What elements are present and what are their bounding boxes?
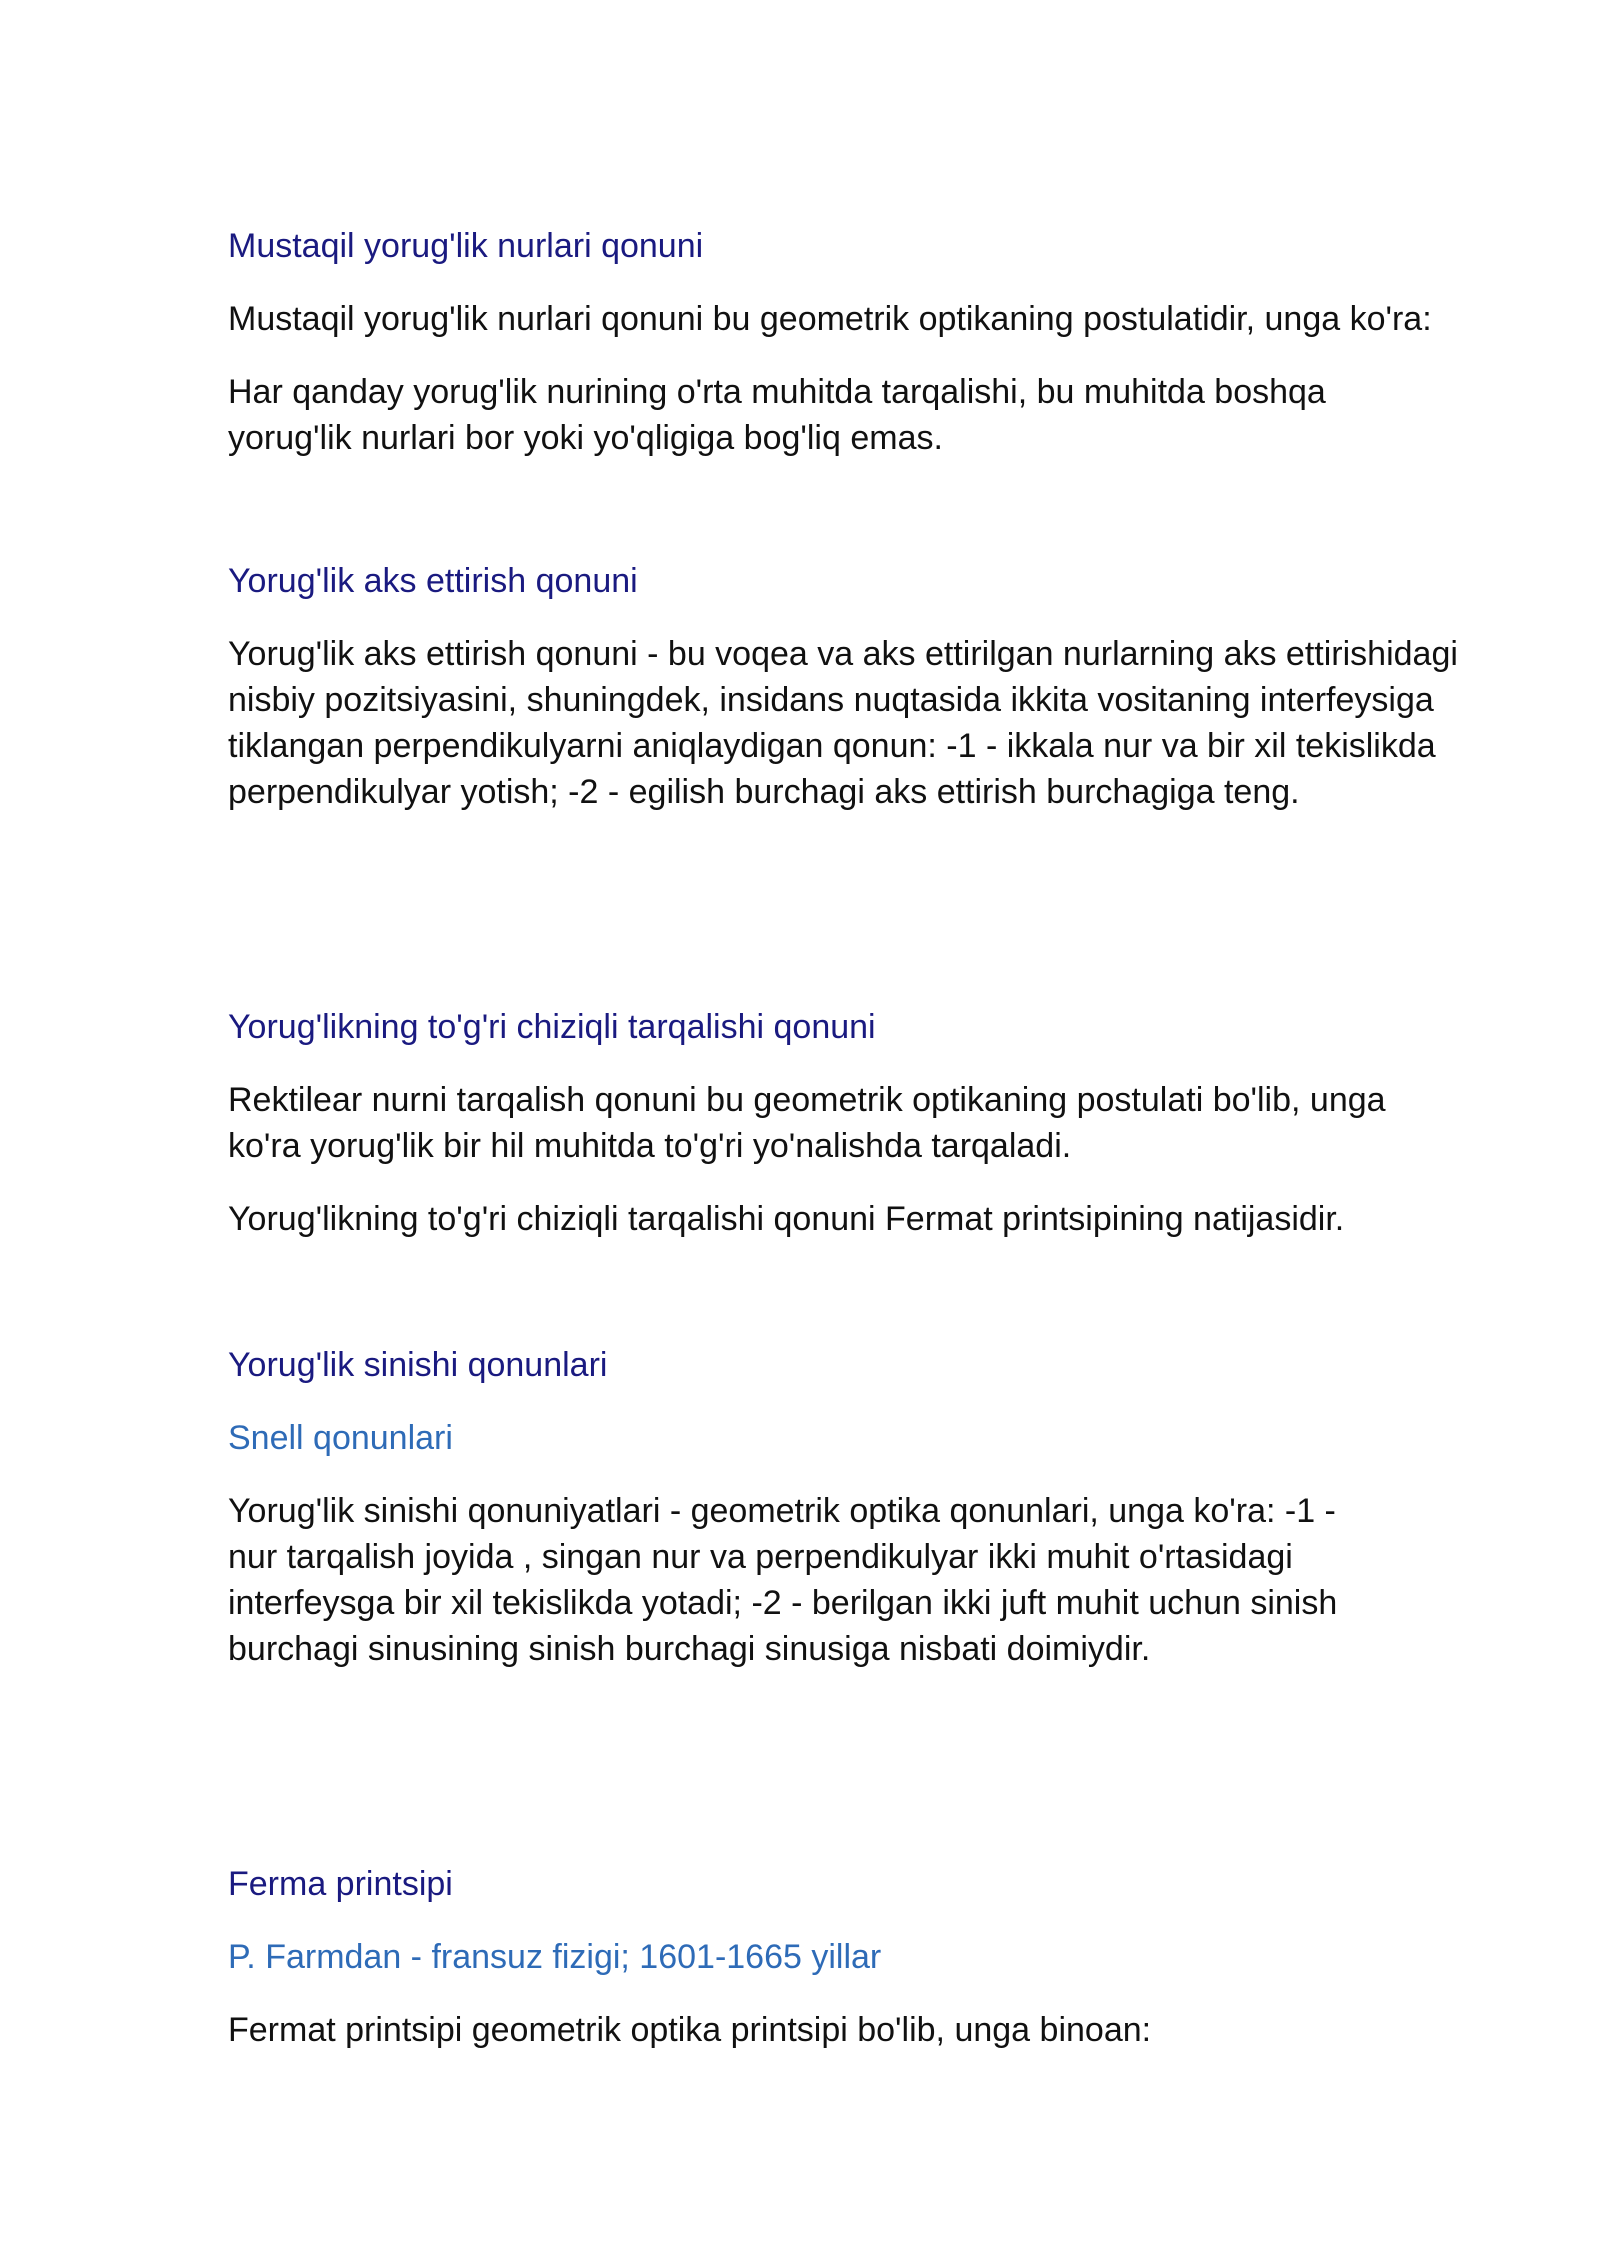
paragraph (228, 1488, 1337, 1672)
paragraph-line: nisbiy pozitsiyasini, shuningdek, insidans nuqtasida ikkita vositaning interfeysiga (228, 681, 1434, 719)
paragraph-line: Mustaqil yorug'lik nurlari qonuni bu geometrik optikaning postulatidir, unga ko'ra: (228, 300, 1432, 338)
paragraph-line: ko'ra yorug'lik bir hil muhitda to'g'ri yo'nalishda tarqaladi. (228, 1127, 1072, 1165)
section-heading (228, 558, 638, 604)
paragraph (228, 1196, 1344, 1242)
paragraph (228, 369, 1326, 461)
paragraph-line: Yorug'likning to'g'ri chiziqli tarqalishi qonuni Fermat printsipining natijasidir. (228, 1200, 1345, 1238)
section-heading-text: Yorug'lik sinishi qonunlari (228, 1346, 608, 1384)
paragraph-line: burchagi sinusining sinish burchagi sinusiga nisbati doimiydir. (228, 1630, 1151, 1668)
section-subheading-text: P. Farmdan - fransuz fizigi; 1601-1665 yillar (228, 1938, 882, 1976)
section-heading (228, 223, 703, 269)
paragraph-line: nur tarqalish joyida , singan nur va perpendikulyar ikki muhit o'rtasidagi (228, 1538, 1293, 1576)
section-heading-text: Yorug'likning to'g'ri chiziqli tarqalishi qonuni (228, 1008, 876, 1046)
section-heading-text: Yorug'lik aks ettirish qonuni (228, 562, 638, 600)
paragraph (228, 2007, 1151, 2053)
section-heading (228, 1861, 453, 1907)
paragraph-line: perpendikulyar yotish; -2 - egilish burchagi aks ettirish burchagiga teng. (228, 773, 1300, 811)
section-heading-text: Ferma printsipi (228, 1865, 453, 1903)
paragraph-line: yorug'lik nurlari bor yoki yo'qligiga bog'liq emas. (228, 419, 943, 457)
section-heading (228, 1004, 876, 1050)
section-heading (228, 1342, 607, 1388)
section-subheading (228, 1415, 453, 1461)
paragraph-line: Rektilear nurni tarqalish qonuni bu geometrik optikaning postulati bo'lib, unga (228, 1081, 1386, 1119)
paragraph (228, 1077, 1386, 1169)
paragraph-line: Yorug'lik sinishi qonuniyatlari - geometrik optika qonunlari, unga ko'ra: -1 - (228, 1492, 1336, 1530)
section-subheading-text: Snell qonunlari (228, 1419, 453, 1457)
paragraph-line: Yorug'lik aks ettirish qonuni - bu voqea va aks ettirilgan nurlarning aks ettirishidagi (228, 635, 1458, 673)
paragraph (228, 296, 1432, 342)
paragraph (228, 631, 1458, 815)
section-subheading (228, 1934, 881, 1980)
paragraph-line: interfeysga bir xil tekislikda yotadi; -2 - berilgan ikki juft muhit uchun sinish (228, 1584, 1338, 1622)
paragraph-line: Har qanday yorug'lik nurining o'rta muhitda tarqalishi, bu muhitda boshqa (228, 373, 1326, 411)
paragraph-line: Fermat printsipi geometrik optika printsipi bo'lib, unga binoan: (228, 2011, 1152, 2049)
section-heading-text: Mustaqil yorug'lik nurlari qonuni (228, 227, 704, 265)
paragraph-line: tiklangan perpendikulyarni aniqlaydigan qonun: -1 - ikkala nur va bir xil tekislikda (228, 727, 1436, 765)
